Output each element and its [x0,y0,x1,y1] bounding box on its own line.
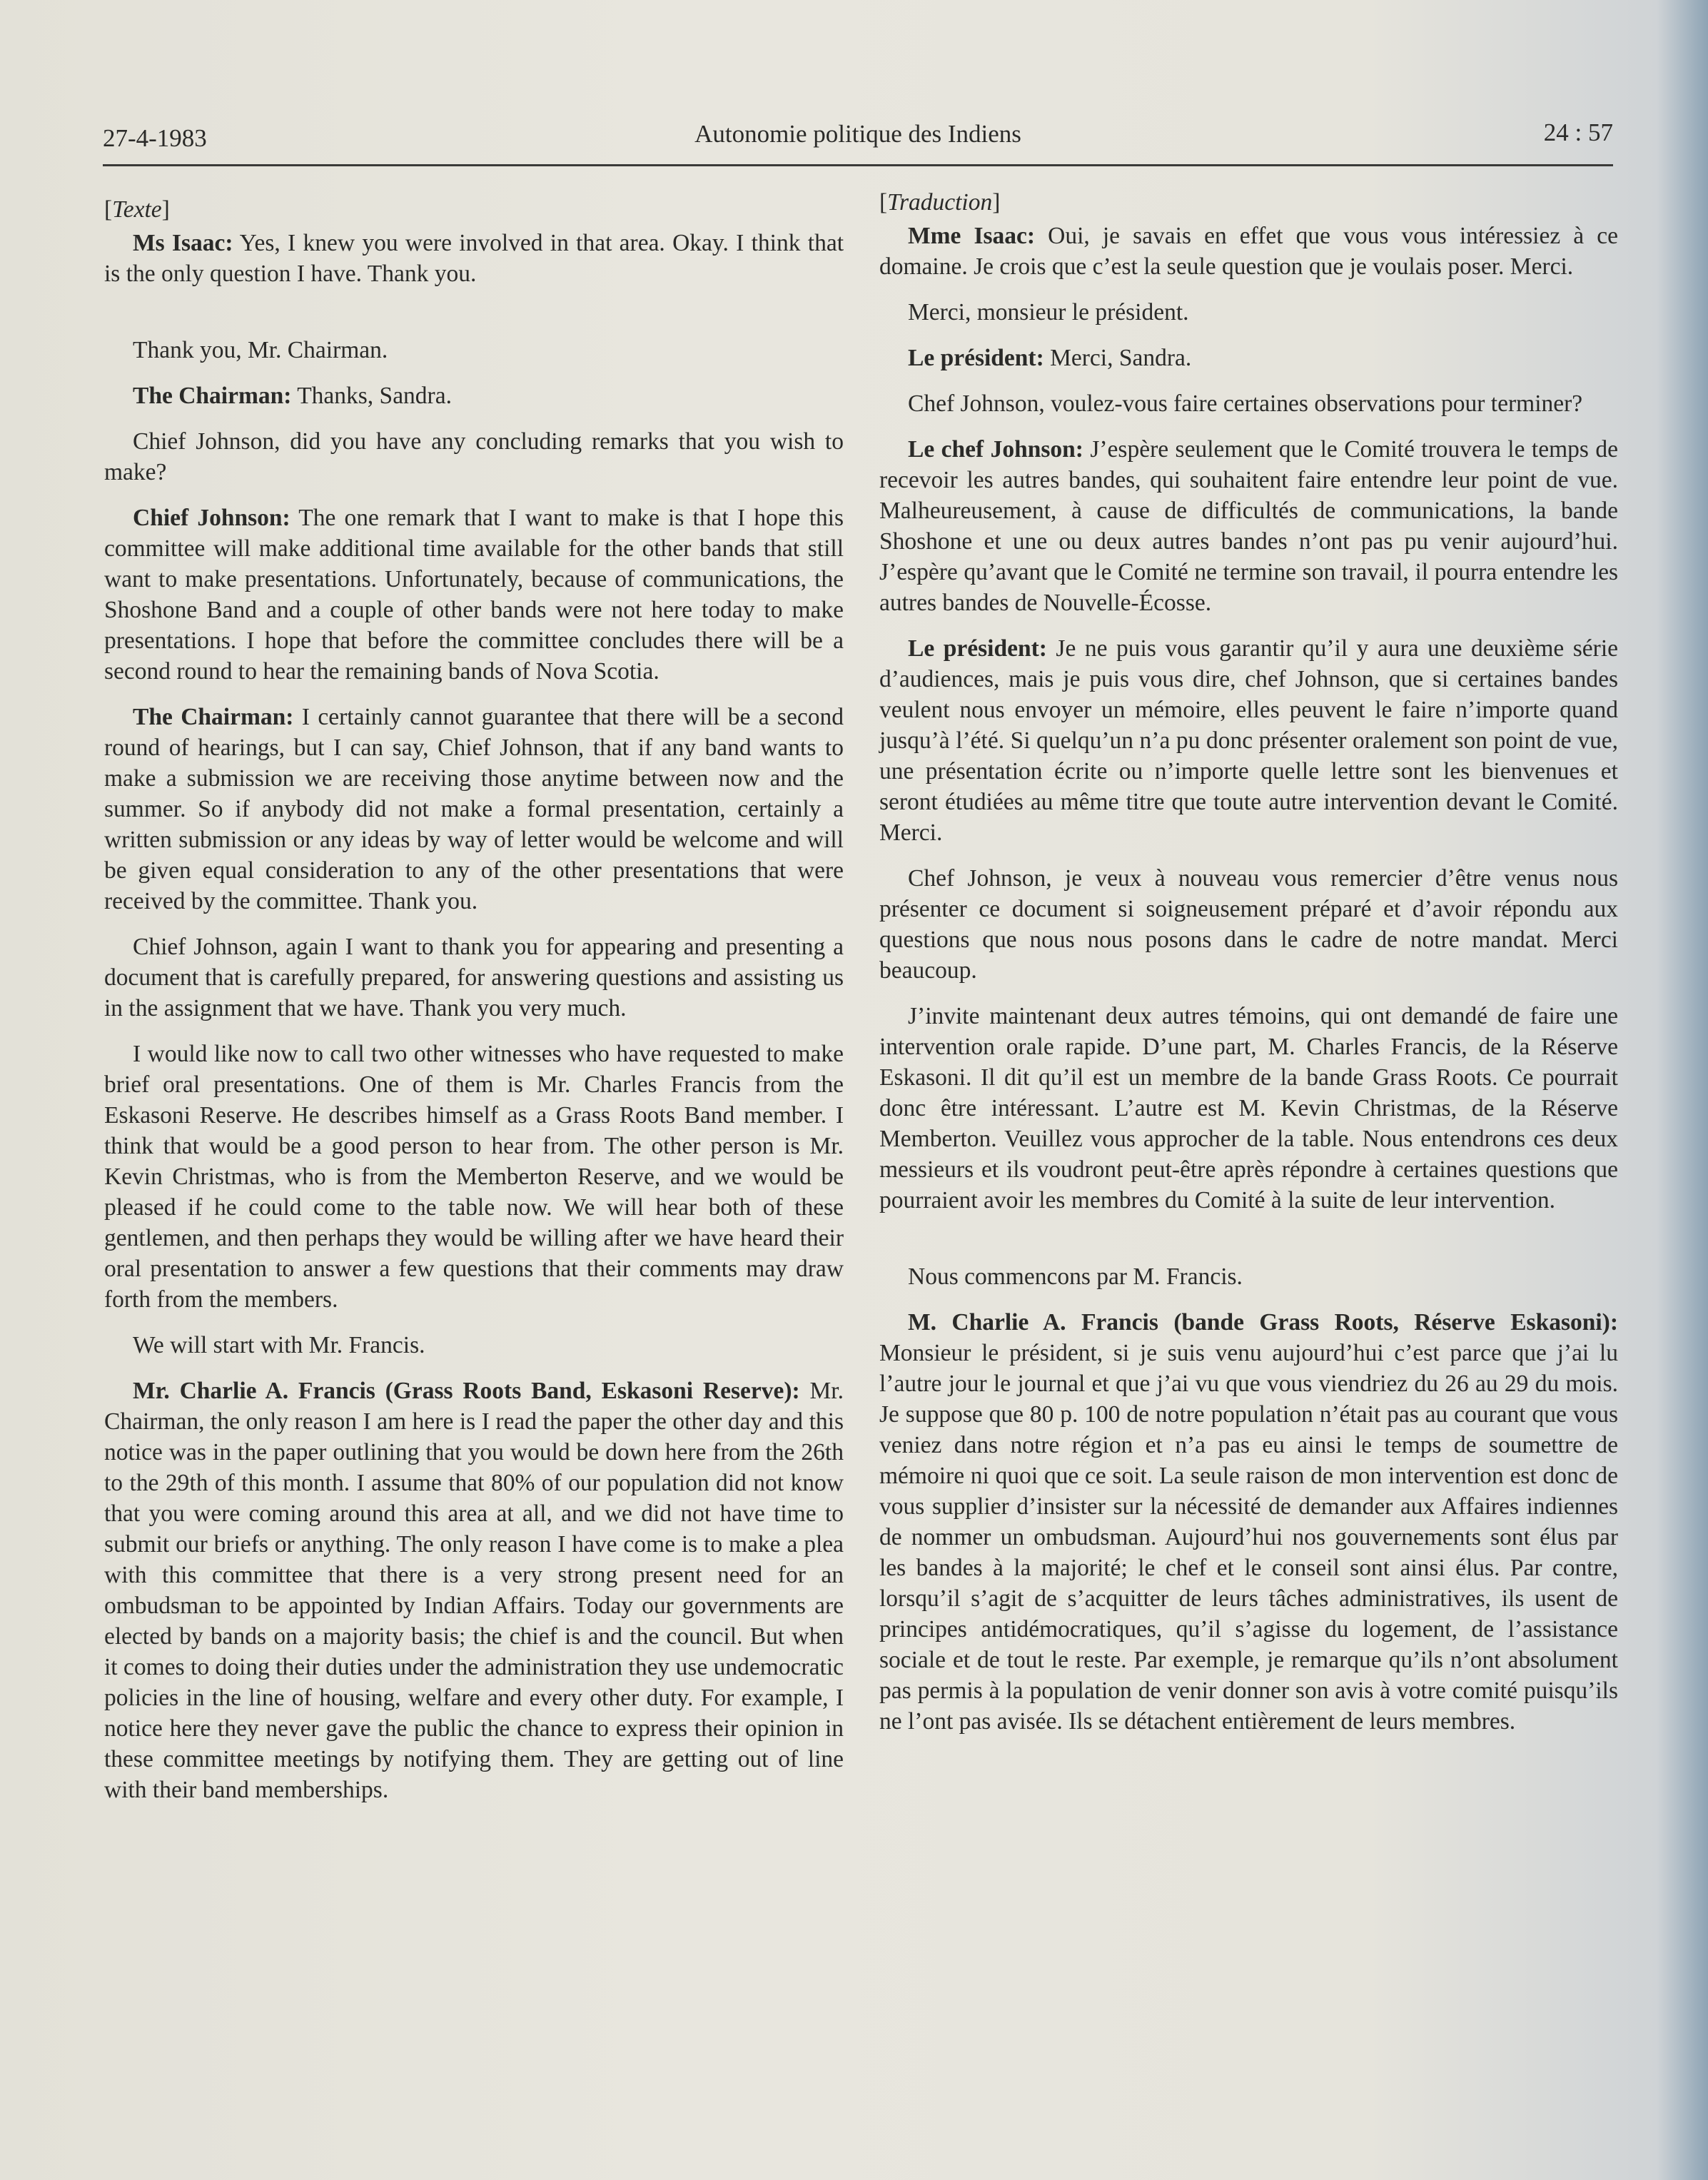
paragraph: I would like now to call two other witnesses who have requested to make brief oral presentations. One of them is Mr. Charles Francis from the Eskasoni Reserve. He describes himself as a Grass Roots Band member. I think that would be a good person to hear from. The other person is Mr. Kevin Christmas, who is from the Memberton Reserve, and we would be pleased if he could come to the table now. We will hear both of these gentlemen, and then perhaps they would be willing after we have heard their oral presentation to answer a few questions that their comments may draw forth from the members. [104,1041,844,1313]
page-header [103,114,1613,166]
paragraph: Le président: Je ne puis vous garantir qu’il y aura une deuxième série d’audiences, mais je puis vous dire, chef Johnson, que si certaines bandes veulent nous envoyer un mémoire, elles peuvent le faire n’importe quand jusqu’à l’été. Si quelqu’un n’a pu donc présenter oralement son point de vue, une présentation écrite ou n’importe quelle lettre sont les bienvenues et seront étudiées au même titre que toute autre intervention devant le Comité. Merci. [879,635,1619,846]
french-column [879,187,1618,1752]
paragraph: Chief Johnson: The one remark that I want to make is that I hope this committee will make additional time available for the other bands that still want to make presentations. Unfortunately, because of communications, the Shoshone Band and a couple of other bands were not here today to make presentations. I hope that before the committee concludes there will be a second round to hear the remaining bands of Nova Scotia. [104,505,844,685]
header-page-number: 24 : 57 [1543,118,1613,146]
paragraph: Le président: Merci, Sandra. [908,345,1192,371]
speaker: M. Charlie A. Francis (bande Grass Roots, Réserve Eskasoni): [908,1309,1618,1336]
paragraph: J’invite maintenant deux autres témoins, qui ont demandé de faire une intervention orale rapide. D’une part, M. Charles Francis, de la Réserve Eskasoni. Il dit qu’il est un membre de la bande Grass Roots. Ce pourrait donc être intéressant. L’autre est M. Kevin Christmas, de la Réserve Memberton. Veuillez vous approcher de la table. Nous entendrons ces deux messieurs et ils voudront peut-être après répondre à certaines questions que pourraient avoir les membres du Comité à la suite de leur intervention. [879,1003,1618,1213]
paragraph: The Chairman: Thanks, Sandra. [133,383,452,409]
header-date: 27-4-1983 [103,124,207,152]
paragraph: Ms Isaac: Yes, I knew you were involved in that area. Okay. I think that is the only question I have. Thank you. [104,230,844,287]
paragraph: Nous commencons par M. Francis. [908,1263,1243,1290]
paragraph: Mr. Charlie A. Francis (Grass Roots Band, Eskasoni Reserve): Mr. Chairman, the only reason I am here is I read the paper the other day and this notice was in the paper outlining that you would be down here from the 26th to the 29th of this month. I assume that 80% of our population did not know that you were coming around this area at all, and we did not have time to submit our briefs or anything. The only reason I have come is to make a plea with this committee that there is a very strong present need for an ombudsman to be appointed by Indian Affairs. Today our governments are elected by bands on a majority basis; the chief is and the council. But when it comes to doing their duties under the administration they use undemocratic policies in the line of housing, welfare and every other duty. For example, I notice here they never gave the public the chance to express their opinion in these committee meetings by notifying them. They are getting out of line with their band memberships. [104,1378,844,1803]
paragraph: Chef Johnson, voulez-vous faire certaines observations pour terminer? [908,390,1583,417]
speaker: Le président: [908,635,1047,662]
speaker: The Chairman: [133,383,292,409]
paragraph: The Chairman: I certainly cannot guarantee that there will be a second round of hearings, but I can say, Chief Johnson, that if any band wants to make a submission we are receiving those anytime between now and the summer. So if anybody did not make a formal presentation, certainly a written submission or any ideas by way of letter would be welcome and will be given equal consideration to any of the other presentations that were received by the committee. Thank you. [104,704,844,914]
speaker: Ms Isaac: [133,230,233,256]
paragraph: Chef Johnson, je veux à nouveau vous remercier d’être venus nous présenter ce document si soigneusement préparé et d’avoir répondu aux questions que nous nous posons dans le cadre de notre mandat. Merci beaucoup. [879,865,1618,984]
paragraph: Merci, monsieur le président. [908,299,1189,326]
text-tag: [Texte] [104,196,170,223]
paragraph: Chief Johnson, did you have any concluding remarks that you wish to make? [104,428,844,485]
paragraph: M. Charlie A. Francis (bande Grass Roots, Réserve Eskasoni): Monsieur le président, si je suis venu aujourd’hui c’est parce que j’ai lu l’autre jour le journal et que j’ai vu que vous viendriez du 26 au 29 du mois. Je suppose que 80 p. 100 de notre population n’était pas au courant que vous veniez dans notre région et n’a pas eu ainsi le temps de soumettre de mémoire ni quoi que ce soit. La seule raison de mon intervention est donc de vous supplier d’insister sur la nécessité de demander aux Affaires indiennes de nommer un ombudsman. Aujourd’hui nos gouvernements sont élus par les bandes à la majorité; le chef et le conseil sont ainsi élus. Par contre, lorsqu’il s’agit de s’acquitter de leurs tâches administratives, ils usent de principes antidémocratiques, qu’il s’agisse du logement, de l’assistance sociale et de tout le reste. Par exemple, je remarque qu’ils n’ont absolument pas permis à la population de venir donner son avis à votre comité puisqu’ils ne l’ont pas avisée. Ils se détachent entièrement de leurs membres. [879,1309,1618,1735]
paragraph: We will start with Mr. Francis. [133,1332,425,1358]
speaker: Mr. Charlie A. Francis (Grass Roots Band, Eskasoni Reserve): [133,1378,800,1404]
english-column [104,194,844,1820]
paragraph: Thank you, Mr. Chairman. [133,337,388,363]
speaker: Le président: [908,345,1044,371]
translation-tag: [Traduction] [879,189,1001,216]
header-title: Autonomie politique des Indiens [694,120,1021,148]
speaker: Chief Johnson: [133,505,290,531]
paragraph: Le chef Johnson: J’espère seulement que le Comité trouvera le temps de recevoir les autres bandes, qui souhaitent faire entendre leur point de vue. Malheureusement, à cause de difficultés de communications, la bande Shoshone et une ou deux autres bandes n’ont pas pu venir aujourd’hui. J’espère qu’avant que le Comité ne termine son travail, il pourra entendre les autres bandes de Nouvelle-Écosse. [879,436,1618,616]
speaker: The Chairman: [133,704,294,730]
paragraph: Mme Isaac: Oui, je savais en effet que vous vous intéressiez à ce domaine. Je crois que c’est la seule question que je voulais poser. Merci. [879,223,1618,280]
paragraph: Chief Johnson, again I want to thank you for appearing and presenting a document that is carefully prepared, for answering questions and assisting us in the assignment that we have. Thank you very much. [104,934,844,1021]
speaker: Mme Isaac: [908,223,1036,249]
speaker: Le chef Johnson: [908,436,1083,463]
